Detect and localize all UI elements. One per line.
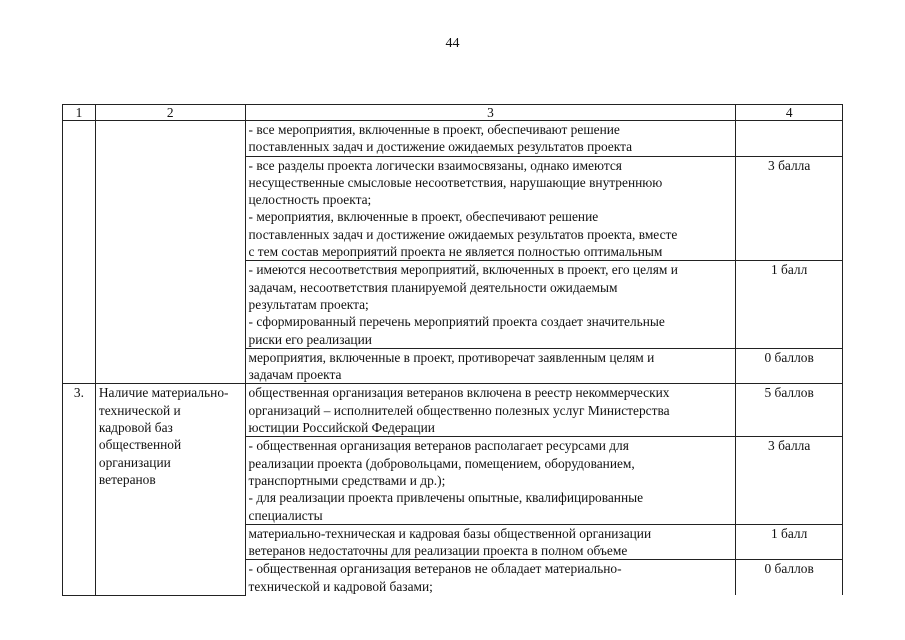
criteria-table	[62, 104, 843, 596]
header-col-2: 2	[95, 105, 245, 121]
description-line: поставленных задач и достижение ожидаемых результатов проекта	[248, 139, 633, 155]
criterion-description	[245, 348, 736, 384]
table-header-row	[63, 105, 843, 121]
description-line: задачам, несоответствия планируемой деятельности ожидаемым	[248, 279, 618, 295]
description-line: несущественные смысловые несоответствия, нарушающие внутреннюю	[248, 174, 663, 190]
criterion-description	[245, 524, 736, 560]
description-line: организаций – исполнителей общественно полезных услуг Министерства	[248, 402, 670, 418]
description-line: результатам проекта;	[248, 296, 369, 312]
description-line: материально-техническая и кадровая базы общественной организации	[248, 525, 652, 541]
page-number: 44	[445, 36, 460, 51]
description-line: задачам проекта	[248, 367, 342, 383]
description-line: юстиции Российской Федерации	[248, 420, 435, 436]
criterion-name-line: кадровой баз	[98, 420, 173, 436]
score-cell: 1 балл	[736, 524, 843, 560]
header-col-4: 4	[736, 105, 843, 121]
criterion-description	[245, 437, 736, 524]
description-line: - все разделы проекта логически взаимосвязаны, однако имеются	[248, 157, 622, 173]
table-row	[63, 121, 843, 157]
criterion-description	[245, 384, 736, 437]
description-line: технической и кадровой базами;	[248, 578, 433, 594]
row-number-cell	[63, 121, 96, 384]
description-line: - для реализации проекта привлечены опытные, квалифицированные	[248, 490, 644, 506]
description-line: - общественная организация ветеранов не обладает материально-	[248, 561, 622, 577]
score-cell: 3 балла	[736, 156, 843, 261]
score-cell: 3 балла	[736, 437, 843, 524]
table-row	[63, 384, 843, 437]
criterion-name-cell	[95, 121, 245, 384]
description-line: риски его реализации	[248, 331, 372, 347]
description-line: общественная организация ветеранов включена в реестр некоммерческих	[248, 385, 670, 401]
criterion-name-cell	[95, 384, 245, 595]
criterion-description	[245, 156, 736, 261]
description-line: реализации проекта (добровольцами, помещением, оборудованием,	[248, 455, 635, 471]
description-line: - имеются несоответствия мероприятий, включенных в проект, его целям и	[248, 262, 678, 278]
score-cell: 0 баллов	[736, 560, 843, 595]
description-line: - все мероприятия, включенные в проект, обеспечивают решение	[248, 122, 620, 137]
header-col-3: 3	[245, 105, 736, 121]
description-line: целостность проекта;	[248, 192, 372, 208]
criterion-description	[245, 560, 736, 595]
criterion-name-line: организации	[98, 454, 171, 470]
description-line: мероприятия, включенные в проект, противоречат заявленным целям и	[248, 349, 655, 365]
description-line: транспортными средствами и др.);	[248, 472, 446, 488]
description-line: ветеранов недостаточны для реализации проекта в полном объеме	[248, 543, 628, 559]
criterion-description	[245, 121, 736, 157]
description-line: специалисты	[248, 507, 323, 523]
row-number-cell: 3.	[63, 384, 96, 595]
description-line: - сформированный перечень мероприятий проекта создает значительные	[248, 314, 665, 330]
description-line: - мероприятия, включенные в проект, обеспечивают решение	[248, 209, 599, 225]
description-line: поставленных задач и достижение ожидаемых результатов проекта, вместе	[248, 226, 678, 242]
score-cell: 5 баллов	[736, 384, 843, 437]
header-col-1: 1	[63, 105, 96, 121]
description-line: - общественная организация ветеранов располагает ресурсами для	[248, 438, 629, 454]
description-line: с тем состав мероприятий проекта не является полностью оптимальным	[248, 244, 663, 260]
score-cell: 0 баллов	[736, 348, 843, 384]
score-cell	[736, 121, 843, 157]
criterion-description	[245, 261, 736, 348]
criterion-name-line: технической и	[98, 402, 181, 418]
score-cell: 1 балл	[736, 261, 843, 348]
criterion-name-line: Наличие материально-	[98, 385, 229, 401]
criterion-name-line: общественной	[98, 437, 182, 453]
criterion-name-line: ветеранов	[98, 471, 156, 487]
